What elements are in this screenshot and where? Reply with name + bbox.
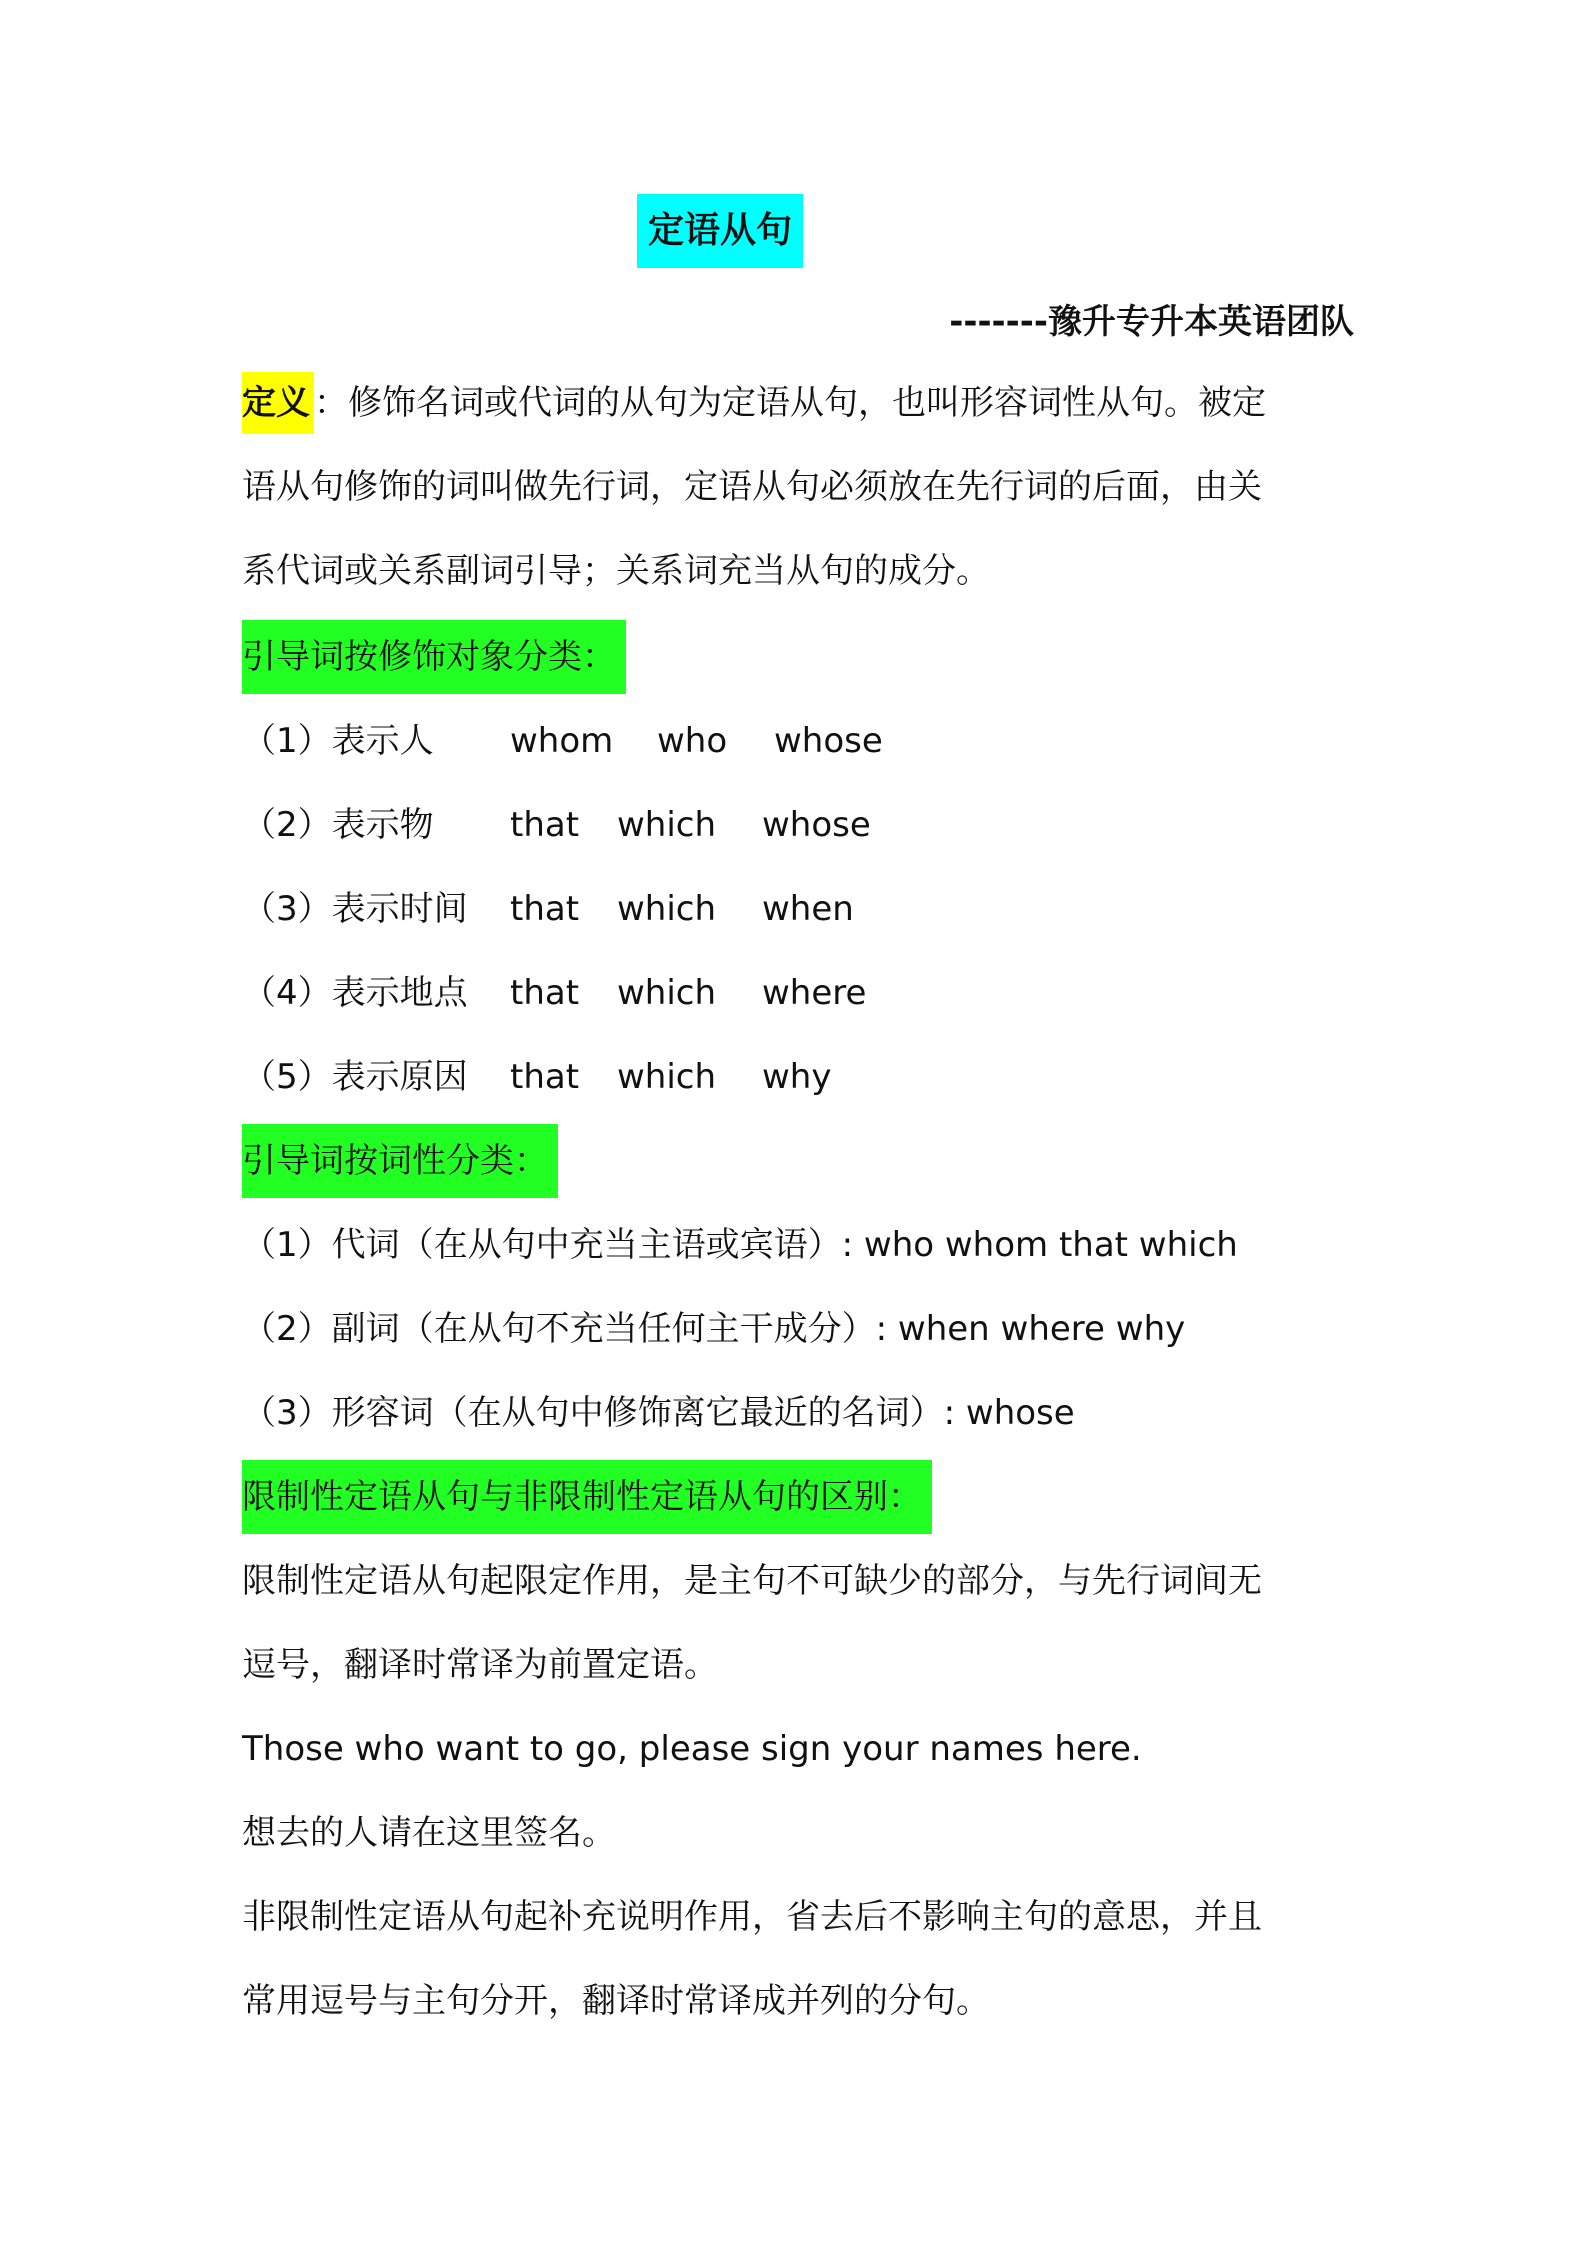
row-word-3: whose bbox=[774, 721, 883, 761]
section3-heading bbox=[242, 1460, 932, 1534]
row-word-2: which bbox=[617, 1057, 717, 1097]
row-label: （3）表示时间 bbox=[242, 889, 468, 929]
row-word-2: which bbox=[617, 889, 717, 929]
section2-heading bbox=[242, 1124, 558, 1198]
definition-label: 定义 bbox=[242, 372, 314, 434]
row-word-3: where bbox=[762, 973, 867, 1013]
row-word-3: when bbox=[762, 889, 854, 929]
row-label: （4）表示地点 bbox=[242, 973, 468, 1013]
row-word-2: which bbox=[617, 805, 717, 845]
row-word-1: that bbox=[510, 805, 580, 845]
row-label: （5）表示原因 bbox=[242, 1057, 468, 1097]
nonrestrictive-line-2: 常用逗号与主句分开，翻译时常译成并列的分句。 bbox=[242, 1981, 990, 2021]
definition-line-2: 语从句修饰的词叫做先行词，定语从句必须放在先行词的后面，由关 bbox=[242, 467, 1262, 507]
section1-heading-text: 引导词按修饰对象分类： bbox=[242, 620, 626, 694]
row-word-1: that bbox=[510, 889, 580, 929]
section2-heading-text: 引导词按词性分类： bbox=[242, 1124, 558, 1198]
definition-text-1: ：修饰名词或代词的从句为定语从句，也叫形容词性从句。被定 bbox=[314, 383, 1266, 423]
row-word-3: why bbox=[762, 1057, 832, 1097]
row-word-2: which bbox=[617, 973, 717, 1013]
page-title: 定语从句 bbox=[637, 194, 803, 268]
example-chinese: 想去的人请在这里签名。 bbox=[242, 1813, 616, 1853]
definition-line-1 bbox=[242, 372, 1266, 434]
restrictive-line-2: 逗号，翻译时常译为前置定语。 bbox=[242, 1645, 718, 1685]
author-line: -------豫升专升本英语团队 bbox=[949, 302, 1354, 342]
row-label: （2）表示物 bbox=[242, 805, 434, 845]
section3-heading-text: 限制性定语从句与非限制性定语从句的区别： bbox=[242, 1460, 932, 1534]
nonrestrictive-line-1: 非限制性定语从句起补充说明作用，省去后不影响主句的意思，并且 bbox=[242, 1897, 1262, 1937]
row-word-3: whose bbox=[762, 805, 871, 845]
row-word-1: that bbox=[510, 973, 580, 1013]
section2-item: （2）副词（在从句不充当任何主干成分）: when where why bbox=[242, 1309, 1186, 1349]
example-english: Those who want to go, please sign your names here. bbox=[242, 1729, 1142, 1769]
section2-item: （1）代词（在从句中充当主语或宾语）: who whom that which bbox=[242, 1225, 1238, 1265]
row-word-1: whom bbox=[510, 721, 614, 761]
row-word-1: that bbox=[510, 1057, 580, 1097]
section1-heading bbox=[242, 620, 626, 694]
section2-item: （3）形容词（在从句中修饰离它最近的名词）: whose bbox=[242, 1393, 1075, 1433]
row-label: （1）表示人 bbox=[242, 721, 434, 761]
definition-line-3: 系代词或关系副词引导；关系词充当从句的成分。 bbox=[242, 551, 990, 591]
row-word-2: who bbox=[657, 721, 728, 761]
restrictive-line-1: 限制性定语从句起限定作用，是主句不可缺少的部分，与先行词间无 bbox=[242, 1561, 1262, 1601]
